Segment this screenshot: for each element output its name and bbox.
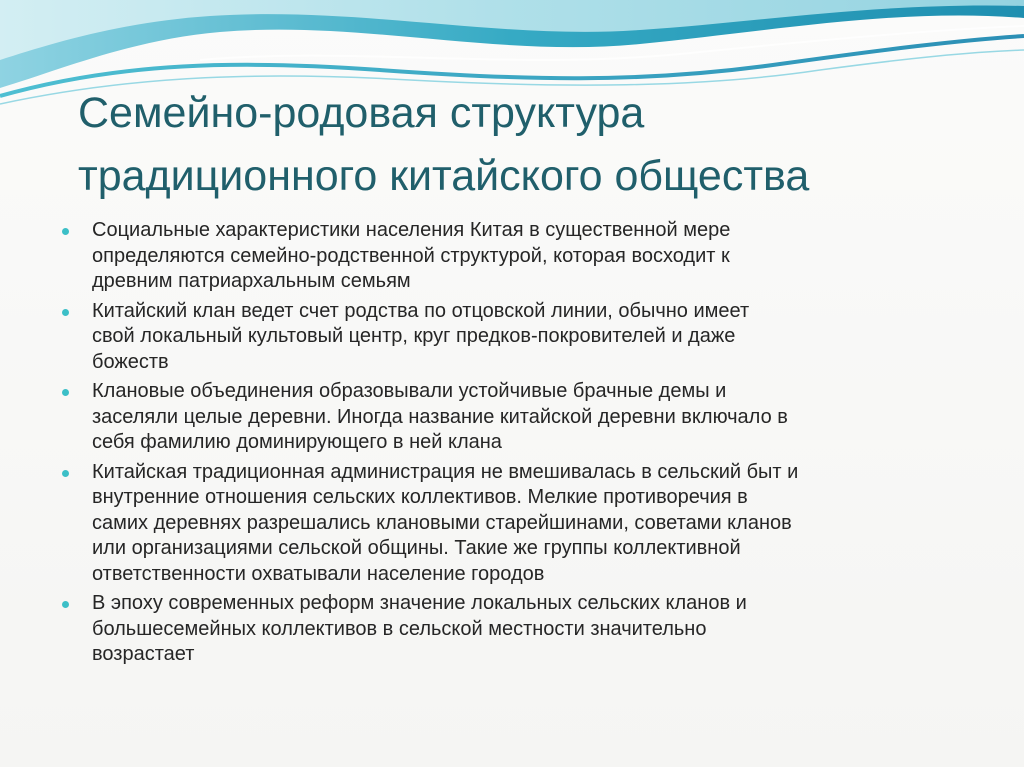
bullet-item (62, 379, 982, 456)
bullet-list (62, 218, 982, 672)
bullet-line: Клановые объединения образовывали устойчивые брачные демы и (92, 380, 727, 402)
bullet-text (92, 218, 982, 295)
bullet-line: большесемейных коллективов в сельской местности значительно (92, 617, 707, 640)
bullet-line: древним патриархальным семьям (92, 270, 411, 292)
bullet-dot-icon (62, 228, 69, 235)
bullet-line: самих деревнях разрешались клановыми старейшинами, советами кланов (92, 511, 792, 534)
bullet-line: ответственности охватывали население городов (92, 562, 545, 585)
bullet-item (62, 460, 982, 588)
bullet-line: себя фамилию доминирующего в ней клана (92, 431, 502, 453)
bullet-line: Китайская традиционная администрация не вмешивалась в сельский быт и (92, 460, 799, 483)
slide-title-line: традиционного китайского общества (78, 152, 810, 200)
bullet-line: внутренние отношения сельских коллективов. Мелкие противоречия в (92, 486, 748, 508)
bullet-text (92, 379, 982, 456)
bullet-item (62, 299, 982, 376)
bullet-line: возрастает (92, 643, 195, 665)
bullet-line: божеств (92, 350, 169, 373)
bullet-dot-icon (62, 309, 69, 316)
bullet-dot-icon (62, 470, 69, 477)
bullet-line: Китайский клан ведет счет родства по отцовской линии, обычно имеет (92, 299, 750, 322)
bullet-text (92, 460, 982, 588)
bullet-line: заселяли целые деревни. Иногда название китайской деревни включало в (92, 405, 788, 428)
bullet-line: свой локальный культовый центр, круг предков-покровителей и даже (92, 325, 736, 347)
bullet-item (62, 591, 982, 668)
bullet-dot-icon (62, 389, 69, 396)
slide-title (78, 82, 998, 208)
bullet-item (62, 218, 982, 295)
bullet-line: определяются семейно-родственной структурой, которая восходит к (92, 244, 730, 267)
bullet-dot-icon (62, 601, 69, 608)
slide-title-line: Семейно-родовая структура (78, 89, 645, 137)
bullet-line: В эпоху современных реформ значение локальных сельских кланов и (92, 592, 747, 614)
bullet-line: Социальные характеристики населения Китая в существенной мере (92, 219, 731, 241)
bullet-text (92, 591, 982, 668)
bullet-line: или организациями сельской общины. Такие же группы коллективной (92, 537, 741, 559)
bullet-text (92, 299, 982, 376)
